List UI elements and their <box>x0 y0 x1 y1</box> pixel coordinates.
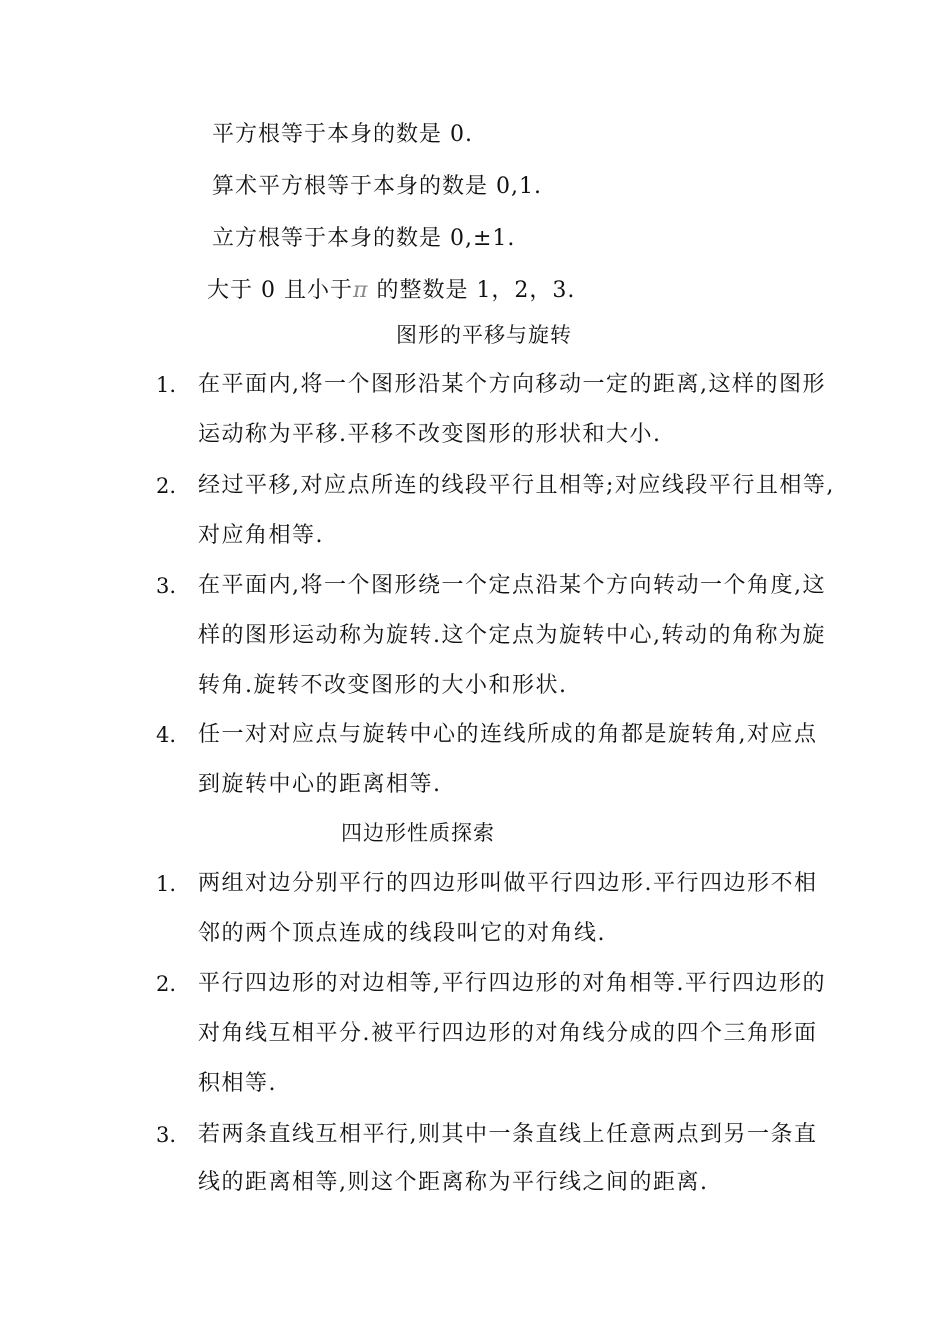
list-item-line: 经过平移,对应点所连的线段平行且相等;对应线段平行且相等, <box>198 473 835 498</box>
section-title-quadrilateral-properties: 四边形性质探索 <box>341 821 495 845</box>
list-item-number: 1. <box>156 872 177 896</box>
list-item-line: 任一对对应点与旋转中心的连线所成的角都是旋转角,对应点 <box>198 722 818 747</box>
list-item-line: 样的图形运动称为旋转.这个定点为旋转中心,转动的角称为旋 <box>198 623 826 648</box>
intro-line-2: 算术平方根等于本身的数是 0,1. <box>212 174 542 199</box>
intro-line-4-text-after: 的整数是 1，2，3. <box>368 278 576 303</box>
intro-line-4-text-before: 大于 0 且小于 <box>207 278 353 303</box>
list-item-number: 4. <box>156 723 177 747</box>
list-item-line: 若两条直线互相平行,则其中一条直线上任意两点到另一条直 <box>198 1122 818 1147</box>
list-item-number: 2. <box>156 474 177 498</box>
section-title-translation-rotation: 图形的平移与旋转 <box>396 323 572 347</box>
list-item-number: 3. <box>156 1123 177 1147</box>
list-item-line: 对角线互相平分.被平行四边形的对角线分成的四个三角形面 <box>198 1021 818 1046</box>
intro-line-1: 平方根等于本身的数是 0. <box>212 122 473 147</box>
list-item-line: 邻的两个顶点连成的线段叫它的对角线. <box>198 921 606 946</box>
list-item-number: 3. <box>156 574 177 598</box>
list-item-line: 到旋转中心的距离相等. <box>198 772 442 797</box>
list-item-line: 在平面内,将一个图形沿某个方向移动一定的距离,这样的图形 <box>198 372 826 397</box>
list-item-number: 2. <box>156 972 177 996</box>
list-item-line: 在平面内,将一个图形绕一个定点沿某个方向转动一个角度,这 <box>198 573 826 598</box>
list-item-line: 积相等. <box>198 1071 277 1096</box>
intro-line-4 <box>207 276 575 306</box>
list-item-number: 1. <box>156 373 177 397</box>
list-item-line: 两组对边分别平行的四边形叫做平行四边形.平行四边形不相 <box>198 871 818 896</box>
list-item-line: 对应角相等. <box>198 523 324 548</box>
list-item-line: 平行四边形的对边相等,平行四边形的对角相等.平行四边形的 <box>198 971 826 996</box>
list-item-line: 线的距离相等,则这个距离称为平行线之间的距离. <box>198 1170 709 1195</box>
list-item-line: 转角.旋转不改变图形的大小和形状. <box>198 673 568 698</box>
pi-symbol: π <box>352 278 369 303</box>
intro-line-3: 立方根等于本身的数是 0,±1. <box>212 226 516 251</box>
list-item-line: 运动称为平移.平移不改变图形的形状和大小. <box>198 422 662 447</box>
